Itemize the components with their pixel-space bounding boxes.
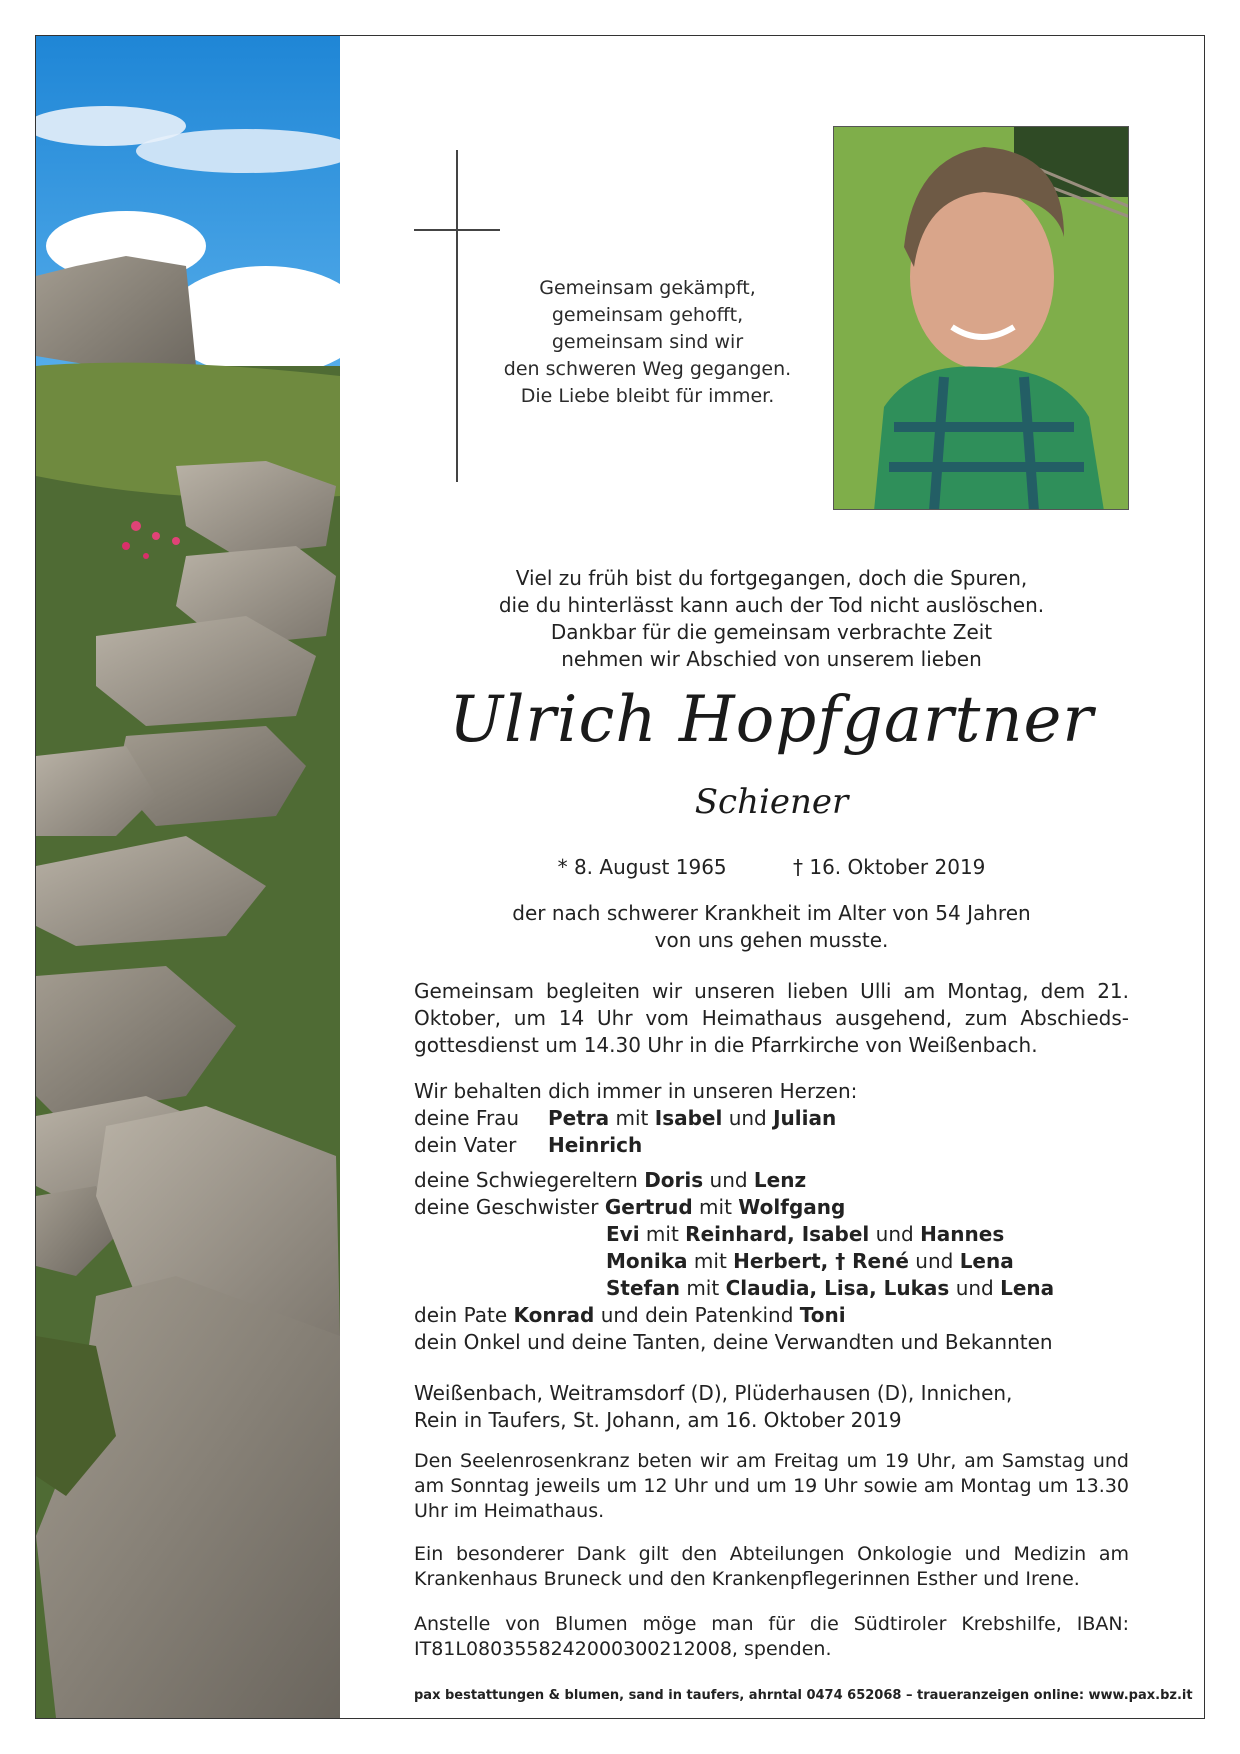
- places-line: Rein in Taufers, St. Johann, am 16. Oktober 2019: [414, 1408, 902, 1432]
- connector: mit: [686, 1276, 720, 1300]
- age-line: von uns gehen musste.: [654, 928, 889, 952]
- connector: mit: [645, 1222, 679, 1246]
- verse-line: Gemeinsam gekämpft,: [539, 277, 756, 299]
- age-statement: [414, 900, 1129, 954]
- family-label: deine Frau: [414, 1106, 520, 1130]
- family-member: Julian: [773, 1106, 837, 1130]
- connector: mit: [615, 1106, 649, 1130]
- rosary-info: Den Seelenrosenkranz beten wir am Freitag um 19 Uhr, am Samstag und am Sonntag jeweils um 12 Uhr und um 19 Uhr sowie am Montag um 13.30 Uhr im Heimathaus.: [414, 1450, 1129, 1522]
- family-member: Doris: [644, 1168, 704, 1192]
- family-label: und dein Patenkind: [600, 1303, 794, 1327]
- family-member: Isabel: [654, 1106, 723, 1130]
- connector: mit: [699, 1195, 732, 1219]
- family-member: Lenz: [753, 1168, 807, 1192]
- family-row-siblings: [414, 1194, 1129, 1221]
- cross-icon: [456, 150, 458, 482]
- intro-line: nehmen wir Abschied von unserem lieben: [561, 647, 982, 671]
- family-row-relatives: dein Onkel und deine Tanten, deine Verwandten und Bekannten: [414, 1330, 1053, 1354]
- family-member: Herbert, † René: [733, 1249, 909, 1273]
- family-member: Gertrud: [604, 1195, 693, 1219]
- family-member: Heinrich: [548, 1133, 643, 1157]
- birth-date: * 8. August 1965: [557, 855, 727, 879]
- family-row-godparents: [414, 1302, 1129, 1329]
- intro-line: die du hinterlässt kann auch der Tod nicht auslöschen.: [498, 593, 1045, 617]
- places-line: Weißenbach, Weitramsdorf (D), Plüderhausen (D), Innichen,: [414, 1381, 1013, 1405]
- donation-note: Anstelle von Blumen möge man für die Südtiroler Krebshilfe, IBAN: IT81L0803558242000300212008, spenden.: [414, 1613, 1129, 1660]
- portrait-photo: [833, 126, 1129, 510]
- family-row-sibling: [414, 1221, 1129, 1248]
- family-row-wife: [414, 1105, 1129, 1132]
- life-dates: [414, 853, 1129, 881]
- family-member: Stefan: [606, 1276, 680, 1300]
- connector: und: [709, 1168, 748, 1192]
- deceased-name: Ulrich Hopfgartner: [449, 683, 1094, 757]
- connector: und: [915, 1249, 954, 1273]
- intro-line: Dankbar für die gemeinsam verbrachte Zeit: [550, 620, 993, 644]
- family-member: Monika: [606, 1249, 688, 1273]
- family-member: Reinhard, Isabel: [685, 1222, 870, 1246]
- family-member: Hannes: [920, 1222, 1005, 1246]
- family-row-sibling: [414, 1248, 1129, 1275]
- family-member: Lena: [1000, 1276, 1055, 1300]
- age-line: der nach schwerer Krankheit im Alter von 54 Jahren: [512, 901, 1031, 925]
- family-member: Petra: [548, 1106, 610, 1130]
- places-date: [414, 1380, 1129, 1434]
- connector: und: [728, 1106, 767, 1130]
- family-label: dein Vater: [414, 1133, 517, 1157]
- connector: mit: [693, 1249, 727, 1273]
- family-list: [414, 1078, 1129, 1356]
- family-label: deine Geschwister: [414, 1195, 599, 1219]
- verse-line: Die Liebe bleibt für immer.: [520, 385, 775, 407]
- deceased-nickname: Schiener: [694, 782, 849, 822]
- mountain-path-photo: [36, 36, 340, 1718]
- verse-line: den schweren Weg gegangen.: [503, 358, 792, 380]
- family-member: Lena: [959, 1249, 1014, 1273]
- cross-icon-bar: [414, 229, 500, 231]
- connector: und: [955, 1276, 994, 1300]
- family-member: Claudia, Lisa, Lukas: [725, 1276, 950, 1300]
- footer-credit: pax bestattungen & blumen, sand in taufers, ahrntal 0474 652068 – traueranzeigen online: www.pax.bz.it: [414, 1688, 1193, 1703]
- family-member: Konrad: [513, 1303, 595, 1327]
- family-row-father: [414, 1132, 1129, 1159]
- family-member: Wolfgang: [738, 1195, 846, 1219]
- death-date: † 16. Oktober 2019: [793, 855, 986, 879]
- family-label: dein Pate: [414, 1303, 508, 1327]
- family-intro: Wir behalten dich immer in unseren Herzen:: [414, 1079, 858, 1103]
- intro-text: [414, 565, 1129, 673]
- connector: und: [875, 1222, 914, 1246]
- family-member: Toni: [799, 1303, 846, 1327]
- intro-line: Viel zu früh bist du fortgegangen, doch die Spuren,: [515, 566, 1028, 590]
- family-label: deine Schwiegereltern: [414, 1168, 638, 1192]
- verse: [465, 275, 830, 410]
- verse-line: gemeinsam sind wir: [551, 331, 744, 353]
- thanks-note: Ein besonderer Dank gilt den Abteilungen Onkologie und Medizin am Krankenhaus Bruneck und den Krankenpflegerinnen Esther und Irene.: [414, 1543, 1129, 1590]
- family-row-inlaws: [414, 1167, 1129, 1194]
- family-member: Evi: [606, 1222, 640, 1246]
- verse-line: gemeinsam gehofft,: [551, 304, 744, 326]
- family-row-sibling: [414, 1275, 1129, 1302]
- funeral-info: Gemeinsam begleiten wir unseren lieben Ulli am Montag, dem 21. Oktober, um 14 Uhr vom Heimathaus ausgehend, zum Abschiedsgottesdienst um 14.30 Uhr in die Pfarrkirche von Weißenbach.: [414, 979, 1129, 1057]
